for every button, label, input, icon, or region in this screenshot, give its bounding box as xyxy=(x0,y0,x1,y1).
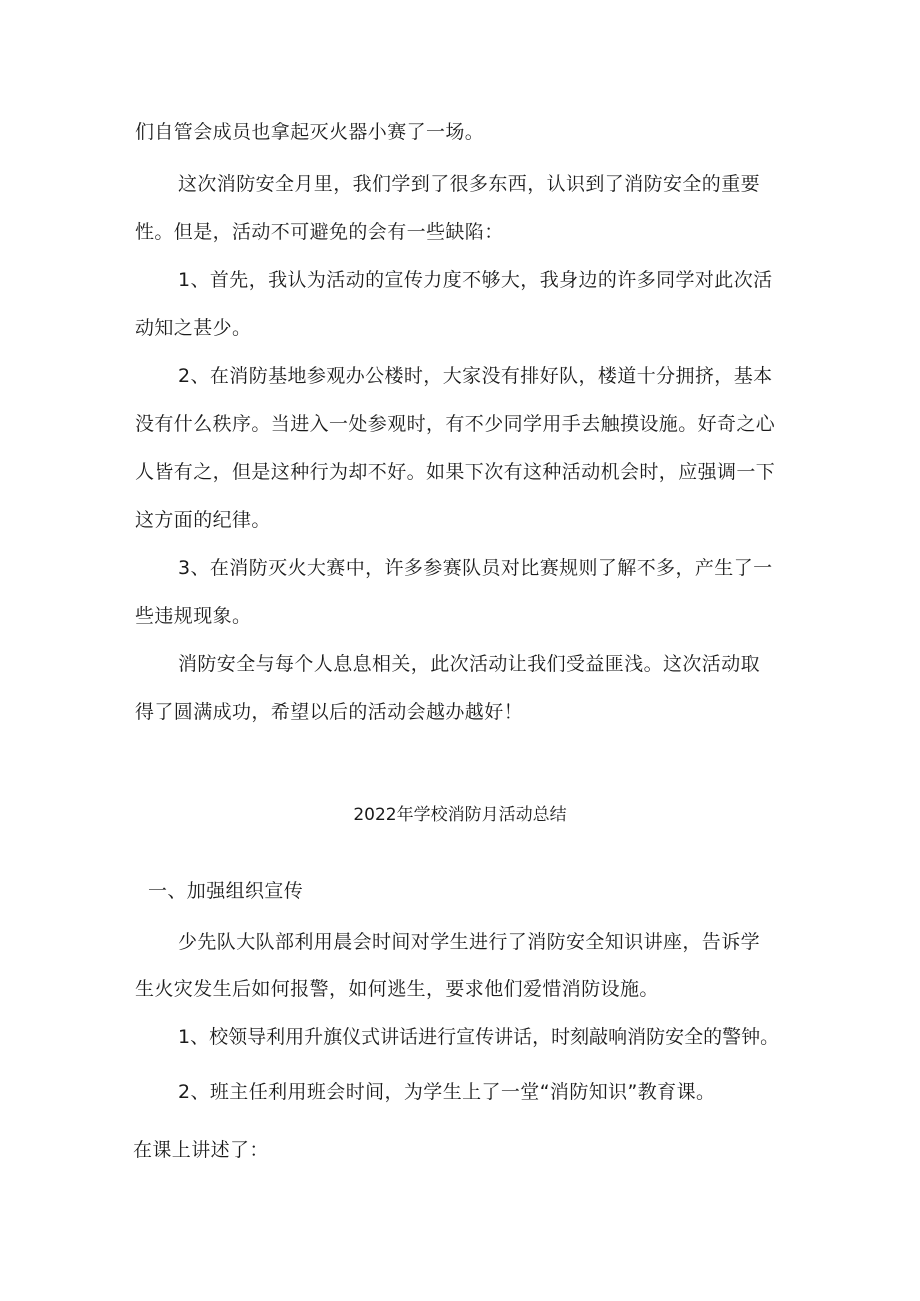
paragraph-4-line-4: 这方面的纪律。 xyxy=(135,509,271,531)
paragraph-5-line-2: 些违规现象。 xyxy=(135,605,252,627)
paragraph-1-line-1: 们自管会成员也拿起灭火器小赛了一场。 xyxy=(135,121,485,143)
paragraph-10-line-1: 在课上讲述了： xyxy=(133,1139,269,1161)
section-title: 2022年学校消防月活动总结 xyxy=(353,805,567,825)
paragraph-2-line-1: 这次消防安全月里，我们学到了很多东西，认识到了消防安全的重要 xyxy=(178,173,761,195)
paragraph-4-line-1: 2、在消防基地参观办公楼时，大家没有排好队，楼道十分拥挤，基本 xyxy=(178,365,773,387)
section-heading: 一、加强组织宣传 xyxy=(148,880,304,902)
paragraph-2-line-2: 性。但是，活动不可避免的会有一些缺陷： xyxy=(135,221,504,243)
paragraph-3-line-1: 1、首先，我认为活动的宣传力度不够大，我身边的许多同学对此次活 xyxy=(178,269,773,291)
paragraph-7-line-2: 生火灾发生后如何报警，如何逃生，要求他们爱惜消防设施。 xyxy=(135,978,659,1000)
paragraph-4-line-3: 人皆有之，但是这种行为却不好。如果下次有这种活动机会时，应强调一下 xyxy=(135,461,776,483)
paragraph-3-line-2: 动知之甚少。 xyxy=(135,317,252,339)
paragraph-4-line-2: 没有什么秩序。当进入一处参观时，有不少同学用手去触摸设施。好奇之心 xyxy=(135,413,776,435)
paragraph-5-line-1: 3、在消防灭火大赛中，许多参赛队员对比赛规则了解不多，产生了一 xyxy=(178,557,773,579)
paragraph-6-line-2: 得了圆满成功，希望以后的活动会越办越好！ xyxy=(135,701,524,723)
paragraph-8-line-1: 1、校领导利用升旗仪式讲话进行宣传讲话，时刻敲响消防安全的警钟。 xyxy=(178,1026,780,1048)
paragraph-6-line-1: 消防安全与每个人息息相关，此次活动让我们受益匪浅。这次活动取 xyxy=(178,653,761,675)
paragraph-9-line-1: 2、班主任利用班会时间，为学生上了一堂“消防知识”教育课。 xyxy=(178,1081,716,1103)
paragraph-7-line-1: 少先队大队部利用晨会时间对学生进行了消防安全知识讲座，告诉学 xyxy=(178,931,761,953)
